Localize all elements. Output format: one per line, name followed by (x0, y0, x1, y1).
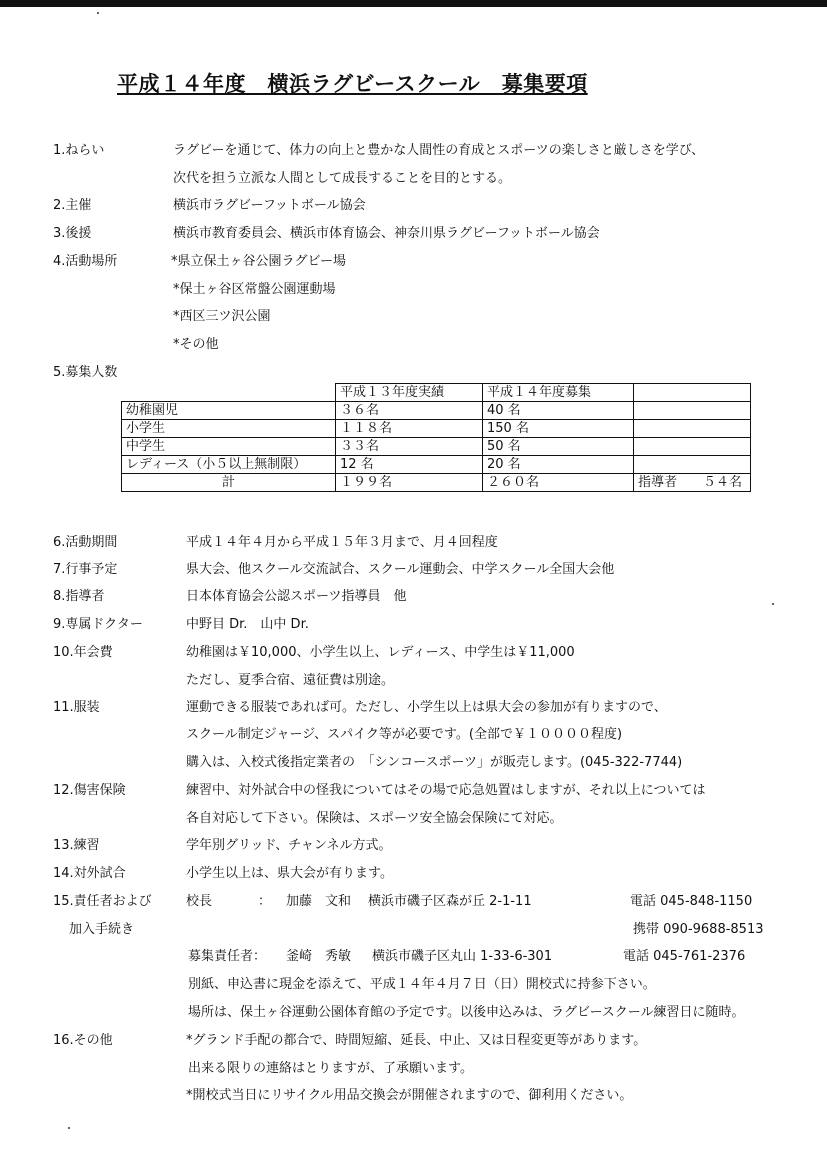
principal-address: 横浜市磯子区森が丘 2-1-11 (368, 894, 532, 909)
section-2-line: 横浜市ラグビーフットボール協会 (173, 198, 366, 213)
page-title: 平成１４年度 横浜ラグビースクール 募集要項 (117, 72, 588, 96)
section-1-line: ラグビーを通じて、体力の向上と豊かな人間性の育成とスポーツの楽しさと厳しさを学び、 (173, 143, 705, 158)
table-cell: １１８名 (336, 420, 483, 438)
section-1-line: 次代を担う立派な人間として成長することを目的とする。 (173, 171, 512, 186)
principal-name: 加藤 文和 (286, 894, 352, 909)
table-header: 平成１３年度実績 (336, 384, 483, 402)
principal-mobile: 携帯 090-9688-8513 (633, 922, 764, 937)
recruitment-table (121, 383, 751, 492)
table-cell (634, 438, 751, 456)
table-total-label: 計 (122, 474, 336, 492)
section-15-label: 15.責任者および (53, 894, 152, 909)
section-12-line: 各自対応して下さい。保険は、スポーツ安全協会保険にて対応。 (186, 811, 563, 826)
table-cell: 50 名 (483, 438, 634, 456)
section-2-label: 2.主催 (53, 198, 92, 213)
table-cell: ３６名 (336, 402, 483, 420)
table-row (122, 420, 751, 438)
section-4-line: *その他 (173, 337, 219, 352)
section-3-line: 横浜市教育委員会、横浜市体育協会、神奈川県ラグビーフットボール協会 (173, 226, 600, 241)
table-header-row (122, 384, 751, 402)
section-8-line: 日本体育協会公認スポーツ指導員 他 (186, 589, 407, 604)
section-5-label: 5.募集人数 (53, 365, 118, 380)
table-cell (634, 456, 751, 474)
section-9-line: 中野目 Dr. 山中 Dr. (186, 617, 309, 632)
section-8-label: 8.指導者 (53, 589, 105, 604)
section-11-line: 運動できる服装であれば可。ただし、小学生以上は県大会の参加が有りますので、 (186, 700, 667, 715)
table-cell (634, 402, 751, 420)
table-cell: 小学生 (122, 420, 336, 438)
section-3-label: 3.後援 (53, 226, 92, 241)
section-1-label: 1.ねらい (53, 143, 105, 158)
scan-speck (97, 12, 99, 14)
section-15-label-sub: 加入手続き (69, 922, 135, 937)
section-7-line: 県大会、他スクール交流試合、スクール運動会、中学スクール全国大会他 (186, 562, 615, 577)
table-cell: 12 名 (336, 456, 483, 474)
section-16-line: *開校式当日にリサイクル用品交換会が開催されますので、御利用ください。 (186, 1088, 633, 1103)
table-total-row (122, 474, 751, 492)
principal-role: 校長 (186, 894, 213, 909)
section-6-label: 6.活動期間 (53, 535, 118, 550)
section-11-line: スクール制定ジャージ、スパイク等が必要です。(全部で￥１００００程度) (186, 727, 623, 742)
recruiter-tel: 電話 045-761-2376 (623, 949, 746, 964)
table-total-cell: １９９名 (336, 474, 483, 492)
section-13-label: 13.練習 (53, 838, 100, 853)
section-13-line: 学年別グリッド、チャンネル方式。 (186, 838, 392, 853)
section-10-label: 10.年会費 (53, 645, 113, 660)
scan-speck (772, 603, 774, 605)
table-instructor-count: 指導者 ５４名 (634, 474, 751, 492)
section-16-line: 出来る限りの連絡はとりますが、了承願います。 (188, 1061, 473, 1076)
section-6-line: 平成１４年４月から平成１５年３月まで、月４回程度 (186, 535, 498, 550)
recruiter-role: 募集責任者： (188, 949, 267, 964)
section-11-label: 11.服装 (53, 700, 100, 715)
section-14-line: 小学生以上は、県大会が有ります。 (186, 866, 393, 881)
scan-speck (68, 1127, 70, 1129)
table-total-cell: ２６０名 (483, 474, 634, 492)
principal-colon: ： (258, 894, 272, 909)
table-cell: ３３名 (336, 438, 483, 456)
section-4-line: *保土ヶ谷区常盤公園運動場 (173, 282, 336, 297)
table-cell (122, 384, 336, 402)
table-cell: 幼稚園児 (122, 402, 336, 420)
table-cell (634, 420, 751, 438)
recruiter-name: 釜崎 秀敏 (286, 949, 352, 964)
principal-tel: 電話 045-848-1150 (630, 894, 753, 909)
table-cell: 20 名 (483, 456, 634, 474)
section-11-line: 購入は、入校式後指定業者の 「シンコースポーツ」が販売します。(045-322-7744) (186, 755, 683, 770)
section-10-line: 幼稚園は￥10,000、小学生以上、レディース、中学生は￥11,000 (186, 645, 575, 660)
table-row (122, 456, 751, 474)
section-14-label: 14.対外試合 (53, 866, 126, 881)
table-row (122, 438, 751, 456)
section-12-line: 練習中、対外試合中の怪我についてはその場で応急処置はしますが、それ以上については (186, 783, 706, 798)
table-header (634, 384, 751, 402)
section-7-label: 7.行事予定 (53, 562, 118, 577)
section-12-label: 12.傷害保険 (53, 783, 126, 798)
section-4-line: *県立保土ヶ谷公園ラグビー場 (171, 254, 346, 269)
section-15-line: 別紙、申込書に現金を添えて、平成１４年４月７日（日）開校式に持参下さい。 (188, 977, 656, 992)
scan-edge-bar (0, 0, 827, 7)
section-15-line: 場所は、保土ヶ谷運動公園体育館の予定です。以後申込みは、ラグビースクール練習日に随時。 (188, 1005, 745, 1020)
table-cell: 中学生 (122, 438, 336, 456)
section-9-label: 9.専属ドクター (53, 617, 143, 632)
section-4-label: 4.活動場所 (53, 254, 118, 269)
table-row (122, 402, 751, 420)
recruiter-address: 横浜市磯子区丸山 1-33-6-301 (372, 949, 553, 964)
table-cell: 40 名 (483, 402, 634, 420)
table-cell: 150 名 (483, 420, 634, 438)
section-10-line: ただし、夏季合宿、遠征費は別途。 (186, 673, 395, 688)
table-cell: レディース（小５以上無制限） (122, 456, 336, 474)
table-header: 平成１４年度募集 (483, 384, 634, 402)
section-16-line: *グランド手配の都合で、時間短縮、延長、中止、又は日程変更等があります。 (186, 1033, 647, 1048)
section-4-line: *西区三ツ沢公園 (173, 309, 271, 324)
section-16-label: 16.その他 (53, 1033, 113, 1048)
